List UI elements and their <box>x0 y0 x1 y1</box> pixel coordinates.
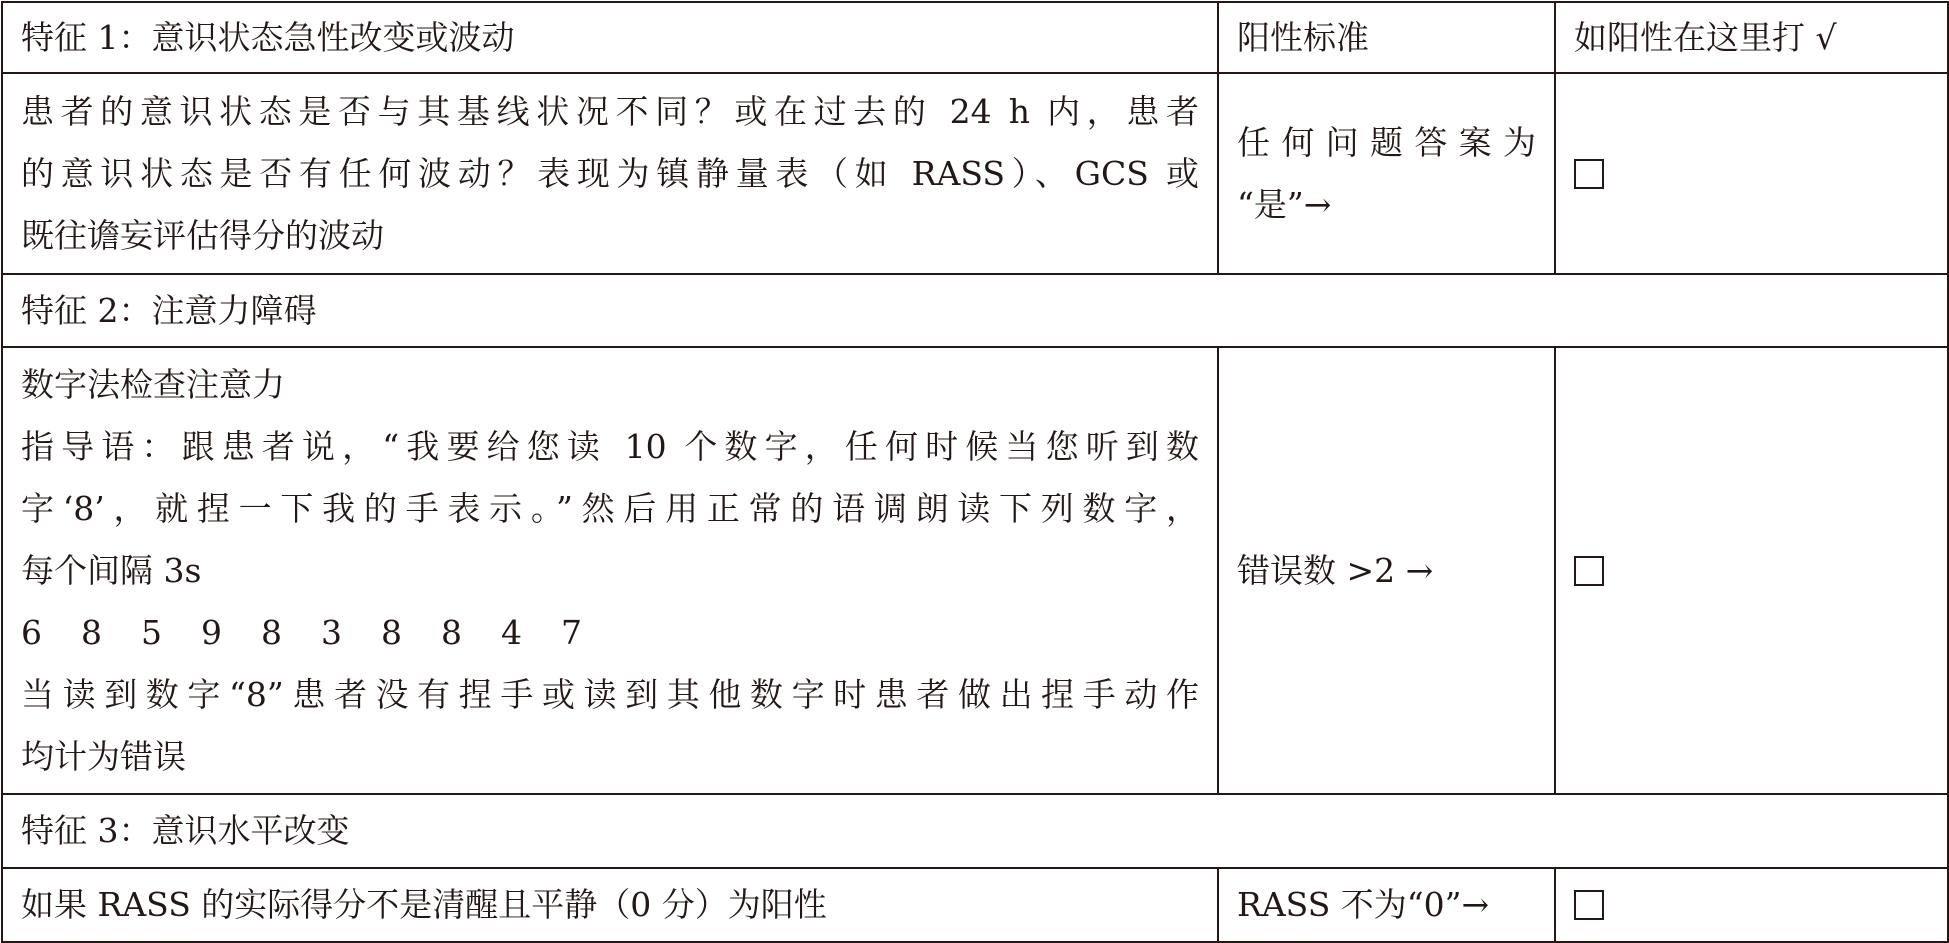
digit-sequence <box>21 602 1199 664</box>
digit: 4 <box>501 612 522 652</box>
feature2-header-row <box>2 274 1948 347</box>
feature3-check-cell <box>1555 868 1948 942</box>
feature2-tail-line-1: 当读到数字“8”患者没有捏手或读到其他数字时患者做出捏手动作 <box>21 674 1199 714</box>
feature1-line-1: 患者的意识状态是否与其基线状况不同？或在过去的 24 h 内，患者 <box>21 91 1199 131</box>
feature3-row <box>2 868 1948 942</box>
digit: 8 <box>81 612 102 652</box>
feature1-description <box>2 73 1218 274</box>
feature3-header-row <box>2 794 1948 868</box>
feature3-criteria: RASS 不为“0”→ <box>1218 868 1555 942</box>
cam-icu-table <box>1 1 1949 943</box>
feature2-description <box>2 347 1218 794</box>
feature2-header: 特征 2：注意力障碍 <box>2 274 1948 347</box>
feature1-row <box>2 73 1948 274</box>
header-criteria: 阳性标准 <box>1218 2 1555 73</box>
digit: 3 <box>321 612 342 652</box>
feature2-line-1: 数字法检查注意力 <box>21 364 285 404</box>
feature3-checkbox[interactable] <box>1574 890 1604 920</box>
feature1-criteria-line-2: “是”→ <box>1237 184 1332 224</box>
feature2-criteria: 错误数 >2 → <box>1218 347 1555 794</box>
feature2-checkbox[interactable] <box>1574 556 1604 586</box>
digit: 8 <box>261 612 282 652</box>
feature2-row <box>2 347 1948 794</box>
digit: 6 <box>21 612 42 652</box>
feature3-description: 如果 RASS 的实际得分不是清醒且平静（0 分）为阳性 <box>2 868 1218 942</box>
feature1-criteria-line-1: 任何问题答案为 <box>1237 122 1536 162</box>
feature2-tail-line-2: 均计为错误 <box>21 736 186 776</box>
feature2-check-cell <box>1555 347 1948 794</box>
feature3-header: 特征 3：意识水平改变 <box>2 794 1948 868</box>
header-check: 如阳性在这里打 √ <box>1555 2 1948 73</box>
feature1-checkbox[interactable] <box>1574 159 1604 189</box>
feature1-criteria <box>1218 73 1555 274</box>
feature1-line-3: 既往谵妄评估得分的波动 <box>21 215 384 255</box>
feature2-line-3: 字‘8’，就捏一下我的手表示。”然后用正常的语调朗读下列数字， <box>21 488 1199 528</box>
header-feature1: 特征 1：意识状态急性改变或波动 <box>2 2 1218 73</box>
digit: 5 <box>141 612 162 652</box>
feature2-line-4: 每个间隔 3s <box>21 550 202 590</box>
digit: 8 <box>441 612 462 652</box>
header-row <box>2 2 1948 73</box>
digit: 8 <box>381 612 402 652</box>
digit: 7 <box>561 612 582 652</box>
digit: 9 <box>201 612 222 652</box>
feature1-check-cell <box>1555 73 1948 274</box>
feature1-line-2: 的意识状态是否有任何波动？表现为镇静量表（如 RASS）、GCS 或 <box>21 153 1199 193</box>
feature2-line-2: 指导语：跟患者说，“我要给您读 10 个数字，任何时候当您听到数 <box>21 426 1199 466</box>
